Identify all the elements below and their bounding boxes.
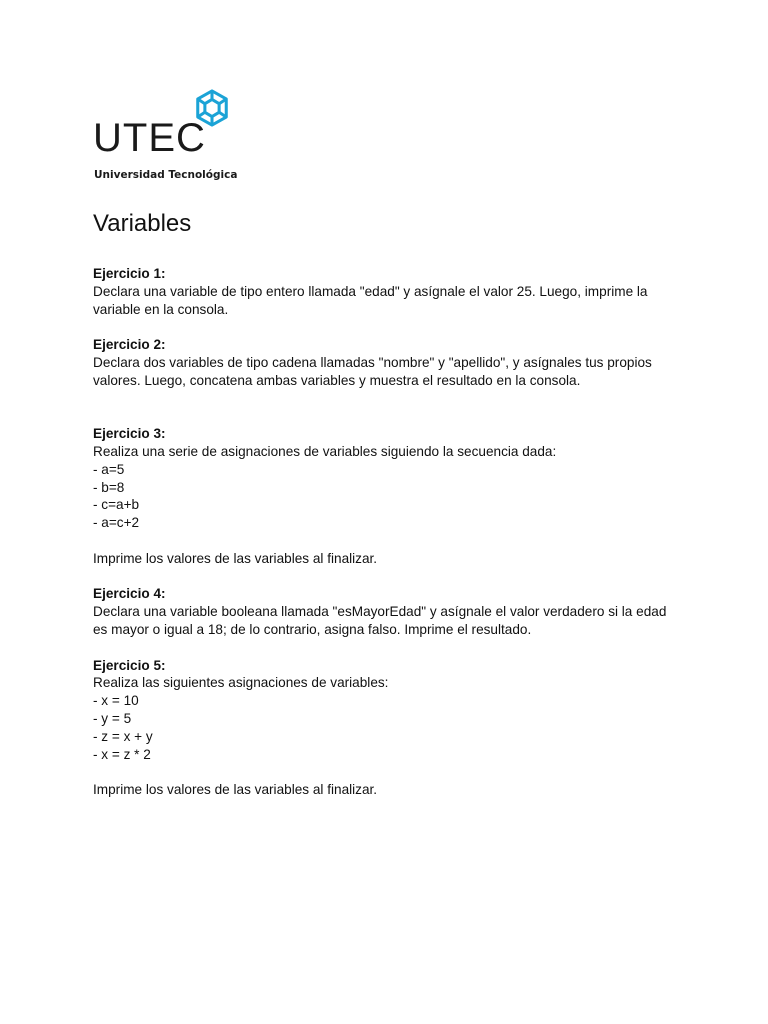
exercise-heading: Ejercicio 3: bbox=[93, 426, 166, 442]
exercise-2 bbox=[93, 336, 683, 389]
utec-logo bbox=[93, 88, 243, 184]
page-title: Variables bbox=[93, 210, 192, 237]
exercise-text: Realiza una serie de asignaciones de variables siguiendo la secuencia dada: bbox=[93, 443, 557, 459]
exercise-list bbox=[93, 265, 683, 799]
exercise-closing: Imprime los valores de las variables al finalizar. bbox=[93, 550, 378, 566]
exercise-text: Realiza las siguientes asignaciones de variables: bbox=[93, 675, 389, 691]
assignment-list bbox=[93, 692, 683, 763]
list-item: - z = x + y bbox=[93, 728, 153, 744]
exercise-3 bbox=[93, 425, 683, 567]
list-item: - a=c+2 bbox=[93, 515, 140, 531]
list-item: - y = 5 bbox=[93, 710, 132, 726]
exercise-heading: Ejercicio 1: bbox=[93, 266, 166, 281]
exercise-1 bbox=[93, 265, 683, 318]
list-item: - a=5 bbox=[93, 461, 125, 477]
logo-subtitle: Universidad Tecnológica bbox=[94, 169, 238, 181]
exercise-text: Declara una variable de tipo entero llamada "edad" y asígnale el valor 25. Luego, imprime la variable en la consola. bbox=[93, 283, 648, 317]
list-item: - x = 10 bbox=[93, 693, 139, 709]
exercise-heading: Ejercicio 5: bbox=[93, 657, 166, 673]
exercise-heading: Ejercicio 4: bbox=[93, 586, 166, 602]
exercise-4 bbox=[93, 585, 683, 638]
exercise-text: Declara una variable booleana llamada "esMayorEdad" y asígnale el valor verdadero si la edad es mayor o igual a 18; de lo contrario, asigna falso. Imprime el resultado. bbox=[93, 604, 667, 637]
assignment-list bbox=[93, 461, 683, 532]
exercise-5 bbox=[93, 657, 683, 799]
exercise-text: Declara dos variables de tipo cadena llamadas "nombre" y "apellido", y asígnales tus propios valores. Luego, concatena ambas variables y muestra el resultado en la consola. bbox=[93, 354, 652, 388]
logo-wordmark: UTEC bbox=[93, 116, 206, 160]
list-item: - x = z * 2 bbox=[93, 746, 151, 762]
list-item: - b=8 bbox=[93, 479, 125, 495]
exercise-heading: Ejercicio 2: bbox=[93, 337, 166, 353]
list-item: - c=a+b bbox=[93, 497, 140, 513]
exercise-closing: Imprime los valores de las variables al finalizar. bbox=[93, 782, 378, 798]
